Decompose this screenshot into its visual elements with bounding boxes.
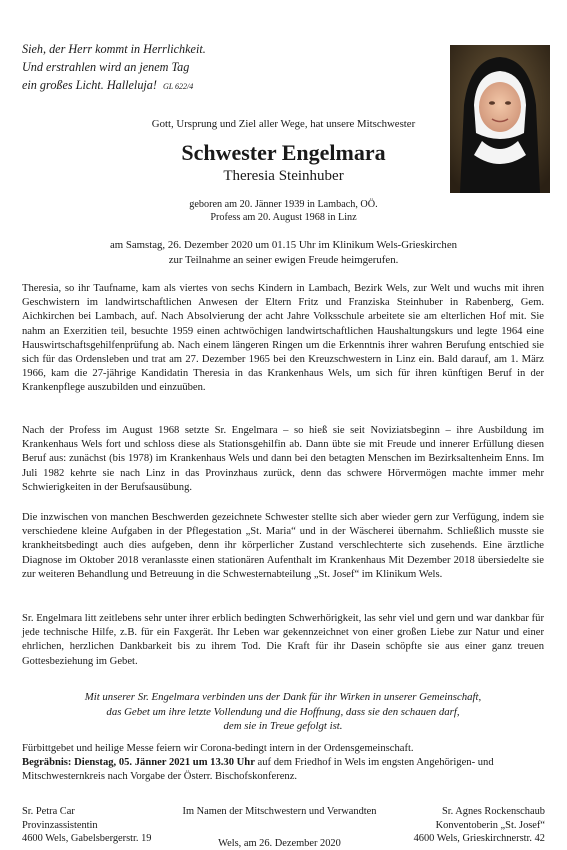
bible-quote: [22, 40, 206, 96]
signer-left-address: 4600 Wels, Gabelsbergerstr. 19: [22, 833, 152, 844]
gratitude-line-2: das Gebet um ihre letzte Vollendung und die Hoffnung, dass sie den schauen darf,: [106, 705, 460, 718]
death-line-1: am Samstag, 26. Dezember 2020 um 01.15 Uhr im Klinikum Wels-Grieskirchen: [109, 239, 458, 251]
biography-paragraph-1: Theresia, so ihr Taufname, kam als viertes von sechs Kindern in Lambach, Bezirk Wels, zur Welt und wuchs mit ihren Geschwistern im landwirtschaftlichen Anwesen der Eltern Fritz und Franziska Steinhuber in Rabenberg, Gem. Aichkirchen bei Lambach, auf. Nach Absolvierung der acht Jahre Volksschule arbeitete sie am elterlichen Hof mit. Sie nahm an Exerzitien teil, besuchte 1959 einen achtwöchigen landwirtschaftlichen Haushaltungskurs und legte 1964 eine Hauswirtschaftsgehilfenprüfung ab. Nach einem längeren Ringen um die Erkenntnis ihrer wahren Berufung entschied sie sich für das Ordensleben und trat am 27. Dezember 1965 bei den Kreuzschwestern in Linz ein. Bald darauf, am 1. März 1966, kam die 27-jährige Kandidatin Theresia in das Krankenhaus Wels, um sich für ihren künftigen Beruf in der Krankenpflege auszubilden und einzuüben.: [22, 283, 544, 394]
place-date: Wels, am 26. Dezember 2020: [218, 837, 341, 849]
birth-info: geboren am 20. Jänner 1939 in Lambach, OÖ.: [189, 199, 378, 210]
burial-label: Begräbnis:: [22, 757, 72, 769]
signer-right-title: Konventoberin „St. Josef“: [435, 819, 545, 831]
quote-line-1: Sieh, der Herr kommt in Herrlichkeit.: [22, 42, 206, 56]
signer-right-name: Sr. Agnes Rockenschaub: [441, 806, 545, 817]
signer-left-title: Provinzassistentin: [22, 819, 98, 831]
funeral-info: [22, 742, 544, 785]
gratitude-line-3: dem sie in Treue gefolgt ist.: [223, 720, 343, 732]
burial-info: [22, 756, 544, 784]
biography-paragraph-3: Die inzwischen von manchen Beschwerden gezeichnete Schwester stellte sich aber wieder gern zur Verfügung, indem sie verschiedene kleine Aufgaben in der Pflegestation „St. Maria“ und in der Wäscherei übernahm. Schließlich musste sie krankheitsbedingt auch dies aufgeben, denn ihr körperlicher Zustand verschlechterte sich zusehends. Eine ärztliche Diagnose im Oktober 2018 veranlasste einen stationären Aufenthalt im Krankenhaus Mit Dezember 2018 übersiedelte sie zur weiteren Behandlung und Betreuung in die Schwesternabteilung „St. Josef“ im Klinikum Wels.: [22, 512, 544, 580]
gratitude-text: [22, 690, 544, 734]
on-behalf-text: Im Namen der Mitschwestern und Verwandten: [182, 806, 377, 817]
quote-reference: GL 622/4: [162, 82, 194, 91]
burial-date: Dienstag, 05. Jänner 2021 um 13.30 Uhr: [74, 757, 255, 769]
deceased-name: Schwester Engelmara: [181, 140, 386, 165]
biography-paragraph-2: Nach der Profess im August 1968 setzte Sr. Engelmara – so hieß sie seit Noviziatsbeginn – ihre Ausbildung im Krankenhaus Wels fort und schloss diese als Stationsgehilfin ab. Dann übte sie mit Freude und innerer Erfüllung diesen Beruf aus: zunächst (bis 1978) im Krankenhaus Wels und dann bei den betagten Menschen im Bezirksaltenheim Enns. Im Juli 1982 kehrte sie nach Linz in das Provinzhaus zurück, denn das schwere Hörvermögen machte immer mehr Schwierigkeiten in der Berufsausübung.: [22, 425, 544, 493]
quote-line-3: ein großes Licht. Halleluja! GL 622/4: [22, 78, 194, 92]
biography-paragraph-4: Sr. Engelmara litt zeitlebens sehr unter ihrer erblich bedingten Schwerhörigkeit, las sehr viel und gern und war dankbar für jede technische Hilfe, z.B. für ein Faxgerät. Ihr Leben war gekennzeichnet von einer großen Liebe zur Natur und einer ehrlichen, herzlichen Dankbarkeit bis zu ihrem Tod. Die Kraft für ihr Dasein schöpfte sie aus einer ganz treuen Gottesbeziehung im Gebet.: [22, 613, 544, 667]
life-dates: [0, 198, 567, 224]
intro-text: Gott, Ursprung und Ziel aller Wege, hat unsere Mitschwester: [151, 118, 416, 130]
signature-right: [395, 805, 545, 846]
quote-line-2: Und erstrahlen wird an jenem Tag: [22, 60, 190, 74]
signer-right-address: 4600 Wels, Grieskirchnerstr. 42: [413, 833, 545, 844]
signature-center: [167, 805, 392, 850]
death-line-2: zur Teilnahme an seiner ewigen Freude heimgerufen.: [168, 254, 399, 266]
death-info: [0, 238, 567, 268]
signature-left: [22, 805, 152, 846]
signer-left-name: Sr. Petra Car: [22, 806, 75, 817]
civil-name: Theresia Steinhuber: [223, 168, 344, 184]
burial-details: auf dem Friedhof in Wels im engsten Angehörigen- und Mitschwesternkreis nach Vorgabe der Österr. Bischofskonferenz.: [22, 757, 494, 783]
mass-info: Fürbittgebet und heilige Messe feiern wir Corona-bedingt intern in der Ordensgemeinschaft.: [22, 743, 414, 754]
gratitude-line-1: Mit unserer Sr. Engelmara verbinden uns der Dank für ihr Wirken in unserer Gemeinschaft,: [84, 691, 482, 703]
profess-info: Profess am 20. August 1968 in Linz: [210, 212, 357, 223]
